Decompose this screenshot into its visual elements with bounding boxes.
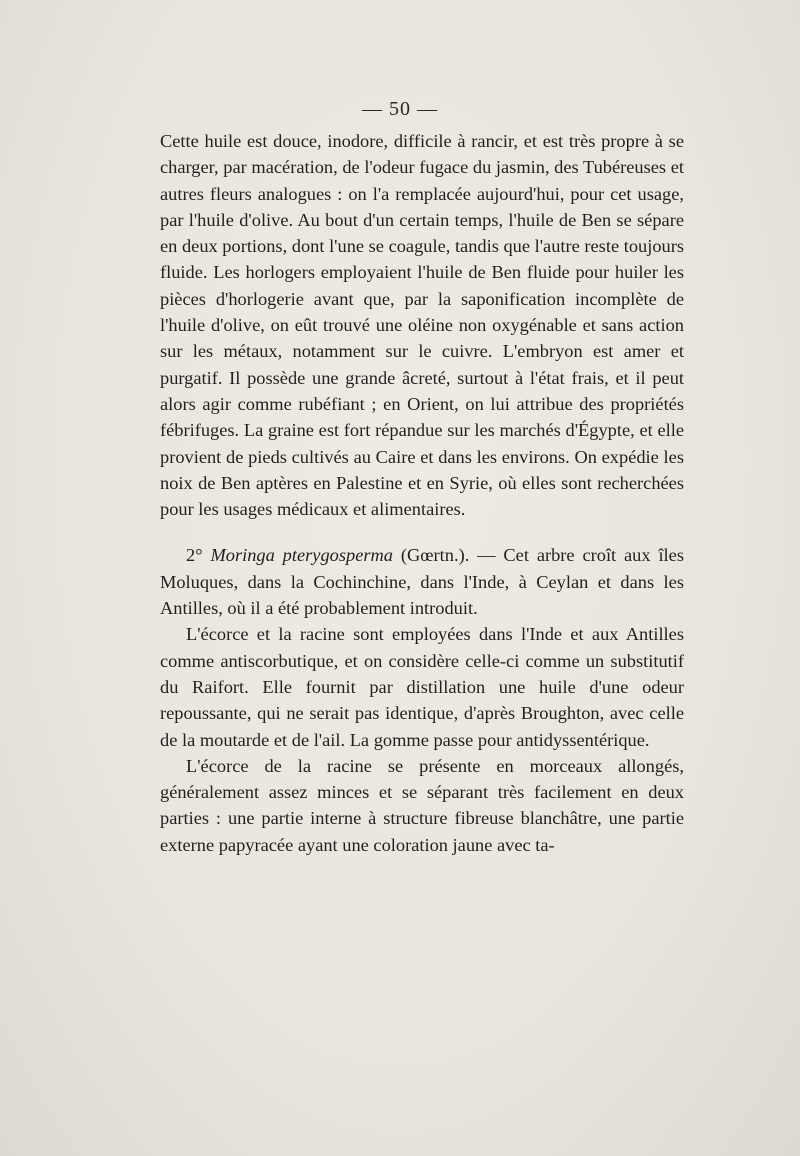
paragraph-gap xyxy=(160,522,684,542)
species-name: Moringa pterygosperma xyxy=(210,545,393,566)
paragraph-root-bark-description: L'écorce de la racine se présente en morceaux allongés, généralement assez minces et se séparant très facilement en deux parties : une partie interne à structure fibreuse blanchâtre, une partie externe papyracée ayant une coloration jaune avec ta- xyxy=(160,755,684,855)
paragraph-bark-root-uses: L'écorce et la racine sont employées dans l'Inde et aux Antilles comme antiscorbutique, et on considère celle-ci comme un substitutif du Raifort. Elle fournit par distillation une huile d'une odeur repoussante, qui ne serait pas identique, d'après Broughton, avec celle de la moutarde et de l'ail. La gomme passe pour antidyssentérique. xyxy=(160,624,684,750)
body-text xyxy=(160,128,684,858)
paragraph-text: (Gœrtn.). — Cet arbre croît aux îles Moluques, dans la Cochinchine, dans l'Inde, à Ceylan et dans les Antilles, où il a été probablement introduit. xyxy=(160,545,684,619)
paragraph-ben-oil: Cette huile est douce, inodore, difficile à rancir, et est très propre à se charger, par macération, de l'odeur fugace du jasmin, des Tubéreuses et autres fleurs analogues : on l'a remplacée aujourd'hui, pour cet usage, par l'huile d'olive. Au bout d'un certain temps, l'huile de Ben se sépare en deux portions, dont l'une se coagule, tandis que l'autre reste toujours fluide. Les horlogers employaient l'huile de Ben fluide pour huiler les pièces d'horlogerie avant que, par la saponification incomplète de l'huile d'olive, on eût trouvé une oléine non oxygénable et sans action sur les métaux, notamment sur le cuivre. L'embryon est amer et purgatif. Il possède une grande âcreté, surtout à l'état frais, et il peut alors agir comme rubéfiant ; en Orient, on lui attribue des propriétés fébrifuges. La graine est fort répandue sur les marchés d'Égypte, et elle provient de pieds cultivés au Caire et dans les environs. On expédie les noix de Ben aptères en Palestine et en Syrie, où elles sont recherchées pour les usages médicaux et alimentaires. xyxy=(160,131,684,520)
paragraph-moringa-pterygosperma xyxy=(160,542,684,621)
section-number: 2° xyxy=(186,545,203,566)
page-number: — 50 — xyxy=(362,98,438,120)
